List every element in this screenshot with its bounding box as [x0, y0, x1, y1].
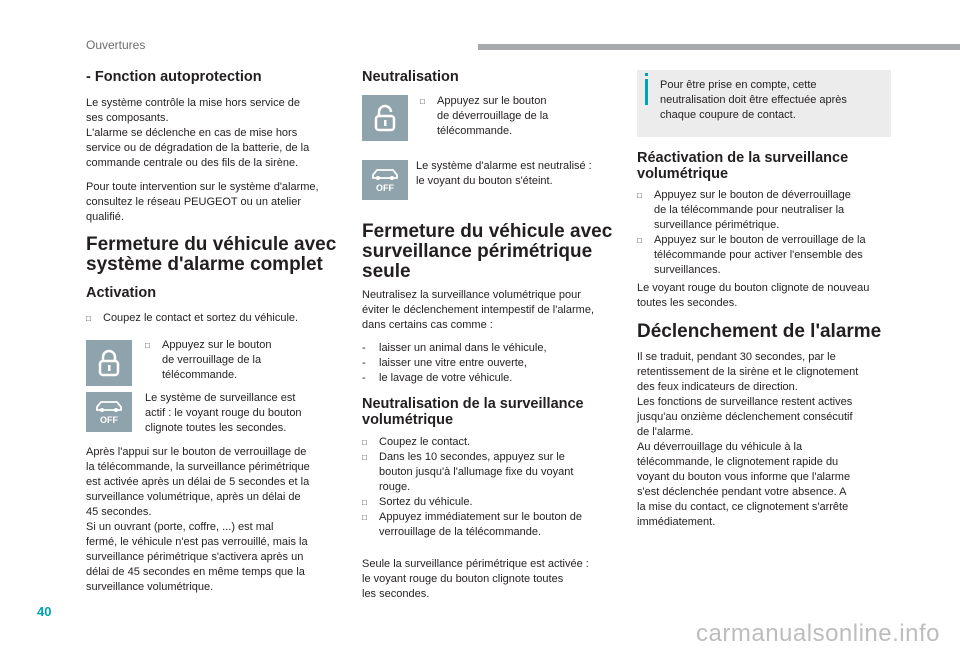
list-item: □ Appuyez sur le bouton de verrouillage de la télécommande pour activer l'ensemble des surveillances. — [637, 234, 866, 276]
square-bullet-icon: □ — [86, 314, 91, 323]
col2-p2: Seule la surveillance périmétrique est activée : le voyant rouge du bouton clignote toutes les secondes. — [362, 558, 589, 600]
list-item: □ Dans les 10 secondes, appuyez sur le bouton jusqu'à l'allumage fixe du voyant rouge. — [362, 451, 574, 493]
dash-list — [362, 341, 627, 386]
page-number: 40 — [37, 604, 52, 619]
unlock-button-icon — [362, 95, 408, 141]
square-bullet-icon: □ — [145, 341, 150, 350]
col1-title: - Fonction autoprotection — [86, 69, 262, 85]
info-box — [637, 70, 891, 137]
activation-step-2: □ Appuyez sur le bouton de verrouillage de la télécommande. — [145, 339, 272, 381]
col1-p1: Le système contrôle la mise hors service de ses composants. L'alarme se déclenche en cas de mise hors service ou de dégradation de la batterie, de la commande centrale ou des fils de la sirène. — [86, 97, 310, 169]
react-title: Réactivation de la surveillance volumétrique — [637, 150, 849, 182]
list-item: - laisser un animal dans le véhicule, — [362, 342, 547, 354]
watermark: carmanualsonline.info — [696, 620, 940, 647]
col2-heading: Fermeture du véhicule avec surveillance périmétrique seule — [362, 221, 613, 282]
list-item: - le lavage de votre véhicule. — [362, 372, 513, 384]
info-icon-bar — [645, 79, 648, 105]
header-bar — [478, 44, 960, 50]
activation-status: Le système de surveillance est actif : le voyant rouge du bouton clignote toutes les secondes. — [145, 392, 302, 434]
col2-subtitle: Neutralisation de la surveillance volumétrique — [362, 396, 584, 428]
react-p: Le voyant rouge du bouton clignote de nouveau toutes les secondes. — [637, 282, 870, 309]
neutralisation-status: Le système d'alarme est neutralisé : le voyant du bouton s'éteint. — [416, 160, 592, 187]
neutralisation-title: Neutralisation — [362, 69, 459, 85]
car-alarm-off-icon: OFF — [86, 392, 132, 432]
car-alarm-off-icon: OFF — [362, 160, 408, 200]
square-bullet-icon: □ — [420, 97, 425, 106]
col3-p: Il se traduit, pendant 30 secondes, par le retentissement de la sirène et le clignotement des feux indicateurs de direction. Les fonctions de surveillance restent actives jusqu'au onzième déclenchement consécutif de l'alarme. Au déverrouillage du véhicule à la télécommande, le clignotement rapide du voyant du bouton vous informe que l'alarme s'est déclenchée pendant votre absence. A la mise du contact, ce clignotement s'arrête immédiatement. — [637, 351, 859, 528]
react-steps — [637, 188, 895, 278]
square-bullet-icon: □ — [362, 438, 367, 447]
square-bullet-icon: □ — [362, 498, 367, 507]
square-bullet-icon: □ — [362, 453, 367, 462]
list-item: □ Appuyez sur le bouton de déverrouillage de la télécommande pour neutraliser la surveillance périmétrique. — [637, 189, 851, 231]
lock-button-icon — [86, 340, 132, 386]
col2-p1: Neutralisez la surveillance volumétrique pour éviter le déclenchement intempestif de l'alarme, dans certains cas comme : — [362, 289, 594, 331]
list-item: □ Sortez du véhicule. — [362, 496, 473, 508]
square-bullet-icon: □ — [637, 191, 642, 200]
info-text: Pour être prise en compte, cette neutralisation doit être effectuée après chaque coupure de contact. — [660, 79, 847, 121]
activation-title: Activation — [86, 285, 157, 301]
col2-steps — [362, 435, 627, 540]
square-bullet-icon: □ — [362, 513, 367, 522]
neutralisation-step: □ Appuyez sur le bouton de déverrouillage de la télécommande. — [420, 95, 549, 137]
list-item: □ Coupez le contact. — [362, 436, 471, 448]
activation-step-1: □ Coupez le contact et sortez du véhicule. — [86, 312, 299, 324]
section-tag: Ouvertures — [86, 38, 146, 52]
info-icon — [645, 73, 648, 76]
list-item: □ Appuyez immédiatement sur le bouton de verrouillage de la télécommande. — [362, 511, 583, 538]
col1-p2: Pour toute intervention sur le système d'alarme, consultez le réseau PEUGEOT ou un atelier qualifié. — [86, 181, 319, 223]
col1-p3: Après l'appui sur le bouton de verrouillage de la télécommande, la surveillance périmétrique est activée après un délai de 5 secondes et la surveillance volumétrique, après un délai de 45 secondes. Si un ouvrant (porte, coffre, ...) est mal fermé, le véhicule n'est pas verrouillé, mais la surveillance périmétrique s'activera après un délai de 45 secondes en même temps que la surveillance volumétrique. — [86, 446, 310, 593]
square-bullet-icon: □ — [637, 236, 642, 245]
col3-heading: Déclenchement de l'alarme — [637, 321, 882, 342]
col1-heading: Fermeture du véhicule avec système d'alarme complet — [86, 234, 337, 275]
list-item: - laisser une vitre entre ouverte, — [362, 357, 527, 369]
